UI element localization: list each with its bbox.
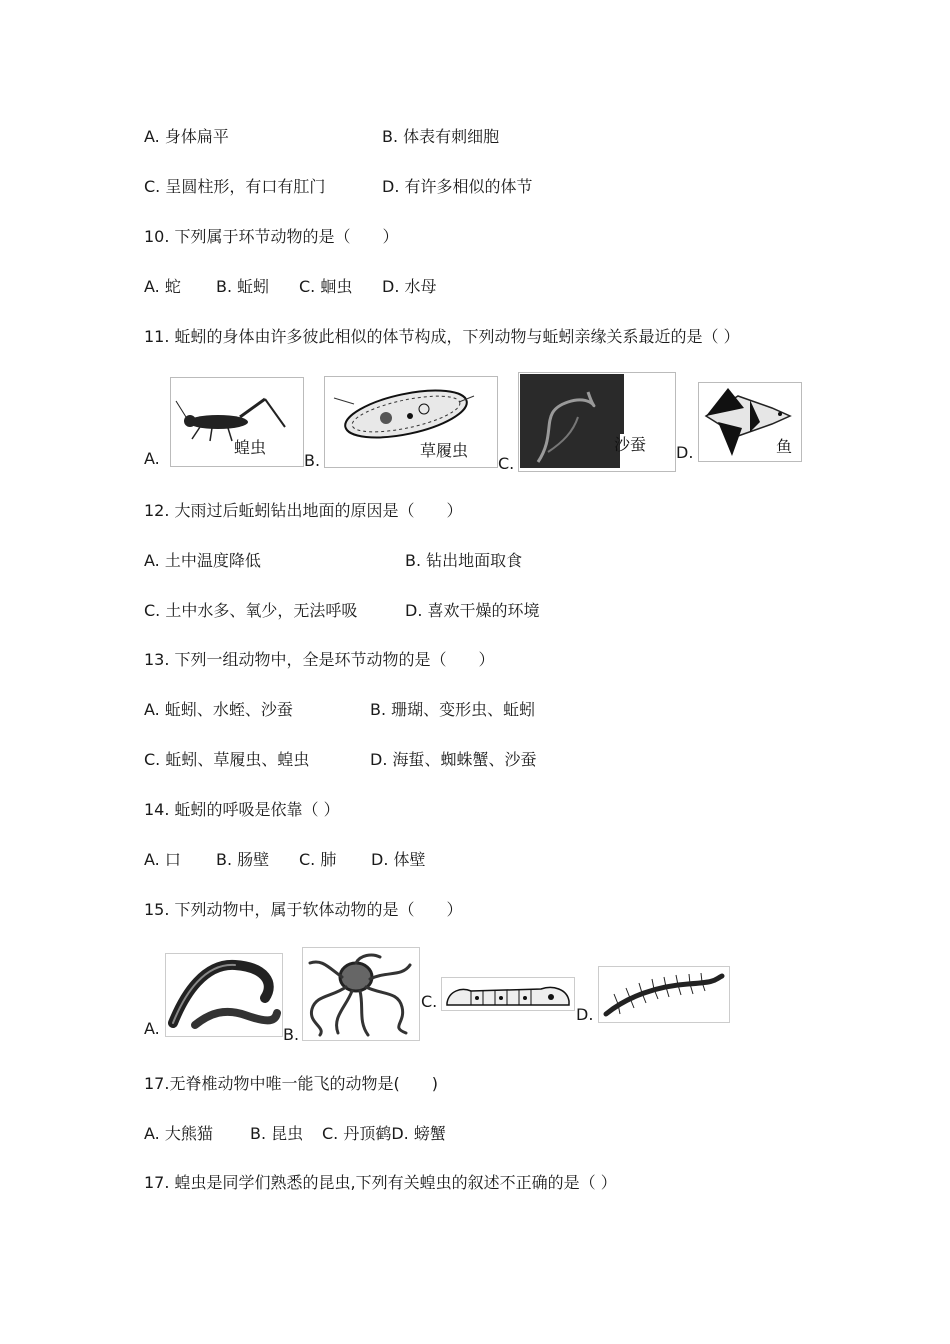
q12-option-c: C. 土中水多、氧少，无法呼吸 bbox=[144, 601, 358, 620]
q10-option-c: C. 蛔虫 bbox=[299, 277, 353, 296]
q10-option-a: A. 蛇 bbox=[144, 277, 181, 296]
q17b-stem: 17. 蝗虫是同学们熟悉的昆虫,下列有关蝗虫的叙述不正确的是（ ） bbox=[144, 1173, 617, 1192]
q15-image-caterpillar bbox=[441, 977, 575, 1011]
q17a-option-b: B. 昆虫 bbox=[250, 1124, 304, 1143]
q14-stem: 14. 蚯蚓的呼吸是依靠（ ） bbox=[144, 800, 340, 819]
q15-label-a: A. bbox=[144, 1019, 160, 1038]
q14-option-c: C. 肺 bbox=[299, 850, 337, 869]
q13-option-b: B. 珊瑚、变形虫、蚯蚓 bbox=[370, 700, 536, 719]
q11-caption-a: 蝗虫 bbox=[234, 438, 267, 457]
q17a-option-a: A. 大熊猫 bbox=[144, 1124, 213, 1143]
q17a-option-cd: C. 丹顶鹤D. 螃蟹 bbox=[322, 1124, 446, 1143]
q11-caption-b: 草履虫 bbox=[420, 441, 469, 460]
q10-option-b: B. 蚯蚓 bbox=[216, 277, 270, 296]
q17a-stem: 17.无脊椎动物中唯一能飞的动物是( ) bbox=[144, 1074, 438, 1093]
caterpillar-icon bbox=[447, 988, 569, 1006]
q11-caption-d: 鱼 bbox=[776, 437, 793, 456]
q10-option-d: D. 水母 bbox=[382, 277, 437, 296]
q12-stem: 12. 大雨过后蚯蚓钻出地面的原因是（ ） bbox=[144, 501, 463, 520]
q14-option-d: D. 体壁 bbox=[371, 850, 426, 869]
q12-option-b: B. 钻出地面取食 bbox=[405, 551, 523, 570]
q13-option-d: D. 海蜇、蜘蛛蟹、沙蚕 bbox=[370, 750, 537, 769]
q15-stem: 15. 下列动物中，属于软体动物的是（ ） bbox=[144, 900, 463, 919]
q11-label-d: D. bbox=[676, 443, 694, 462]
q15-label-b: B. bbox=[283, 1025, 300, 1044]
q14-option-b: B. 肠壁 bbox=[216, 850, 270, 869]
q15-label-c: C. bbox=[421, 992, 438, 1011]
q11-image-fish bbox=[698, 382, 802, 462]
q11-label-b: B. bbox=[304, 451, 321, 470]
q11-image-grasshopper bbox=[170, 377, 304, 467]
q11-caption-c: 沙蚕 bbox=[614, 435, 647, 454]
q15-image-eel bbox=[165, 953, 283, 1037]
q12-option-d: D. 喜欢干燥的环境 bbox=[405, 601, 540, 620]
q13-option-a: A. 蚯蚓、水蛭、沙蚕 bbox=[144, 700, 293, 719]
q9-option-b: B. 体表有刺细胞 bbox=[382, 127, 500, 146]
q9-option-c: C. 呈圆柱形，有口有肛门 bbox=[144, 177, 326, 196]
q13-option-c: C. 蚯蚓、草履虫、蝗虫 bbox=[144, 750, 310, 769]
q15-image-octopus bbox=[302, 947, 420, 1041]
q11-stem: 11. 蚯蚓的身体由许多彼此相似的体节构成，下列动物与蚯蚓亲缘关系最近的是（ ） bbox=[144, 327, 740, 346]
q9-option-d: D. 有许多相似的体节 bbox=[382, 177, 533, 196]
q11-image-nereis bbox=[518, 372, 676, 472]
q11-image-paramecium bbox=[324, 376, 498, 468]
q11-label-c: C. bbox=[498, 454, 515, 473]
q15-label-d: D. bbox=[576, 1005, 594, 1024]
q12-option-a: A. 土中温度降低 bbox=[144, 551, 261, 570]
q15-image-centipede bbox=[598, 966, 730, 1023]
q11-label-a: A. bbox=[144, 449, 160, 468]
q10-stem: 10. 下列属于环节动物的是（ ） bbox=[144, 227, 399, 246]
q14-option-a: A. 口 bbox=[144, 850, 181, 869]
q9-option-a: A. 身体扁平 bbox=[144, 127, 229, 146]
q13-stem: 13. 下列一组动物中，全是环节动物的是（ ） bbox=[144, 650, 495, 669]
